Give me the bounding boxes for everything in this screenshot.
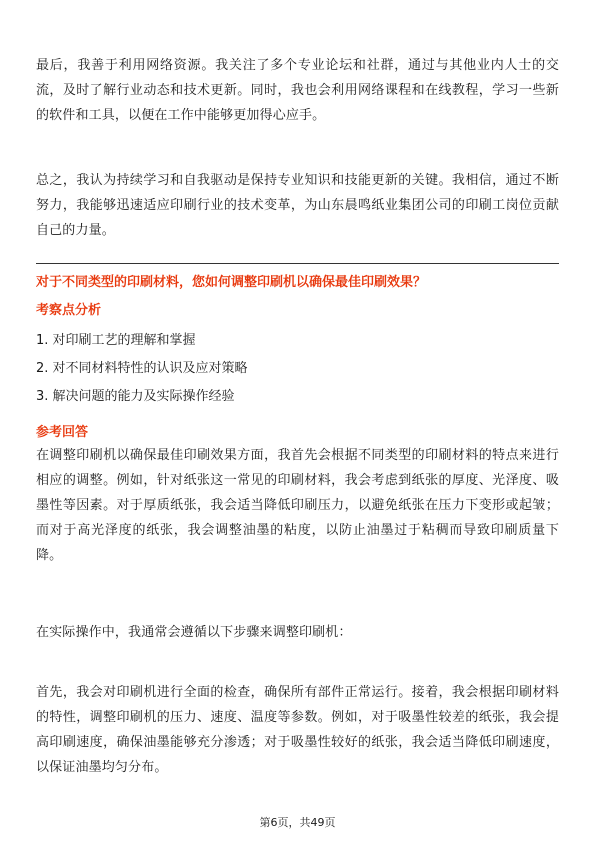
paragraph-conclusion: 总之，我认为持续学习和自我驱动是保持专业知识和技能更新的关键。我相信，通过不断努力，我能够迅速适应印刷行业的技术变革，为山东晨鸣纸业集团公司的印刷工岗位贡献自己的力量。: [36, 173, 559, 238]
answer-paragraph-steps: 首先，我会对印刷机进行全面的检查，确保所有部件正常运行。接着，我会根据印刷材料的特性，调整印刷机的压力、速度、温度等参数。例如，对于吸墨性较差的纸张，我会提高印刷速度，确保油墨能够充分渗透；对于吸墨性较好的纸张，我会适当降低印刷速度，以保证油墨均匀分布。: [36, 685, 559, 775]
answer-heading: 参考回答: [36, 425, 89, 440]
analysis-item: 1. 对印刷工艺的理解和掌握: [36, 333, 196, 348]
section-divider: [36, 263, 559, 264]
answer-paragraph-steps-intro: 在实际操作中，我通常会遵循以下步骤来调整印刷机：: [36, 625, 352, 640]
answer-paragraph-adjustment: 在调整印刷机以确保最佳印刷效果方面，我首先会根据不同类型的印刷材料的特点来进行相应的调整。例如，针对纸张这一常见的印刷材料，我会考虑到纸张的厚度、光泽度、吸墨性等因素。对于厚质纸张，我会适当降低印刷压力，以避免纸张在压力下变形或起皱；而对于高光泽度的纸张，我会调整油墨的粘度，以防止油墨过于粘稠而导致印刷质量下降。: [36, 448, 559, 563]
page-number: 第6页，共49页: [259, 816, 336, 829]
analysis-list: [36, 327, 559, 411]
interview-question: 对于不同类型的印刷材料，您如何调整印刷机以确保最佳印刷效果？: [36, 275, 427, 290]
analysis-item: 3. 解决问题的能力及实际操作经验: [36, 389, 235, 404]
analysis-heading: 考察点分析: [36, 303, 102, 318]
paragraph-network-resources: 最后，我善于利用网络资源。我关注了多个专业论坛和社群，通过与其他业内人士的交流，及时了解行业动态和技术更新。同时，我也会利用网络课程和在线教程，学习一些新的软件和工具，以便在工作中能够更加得心应手。: [36, 58, 559, 123]
analysis-item: 2. 对不同材料特性的认识及应对策略: [36, 361, 248, 376]
